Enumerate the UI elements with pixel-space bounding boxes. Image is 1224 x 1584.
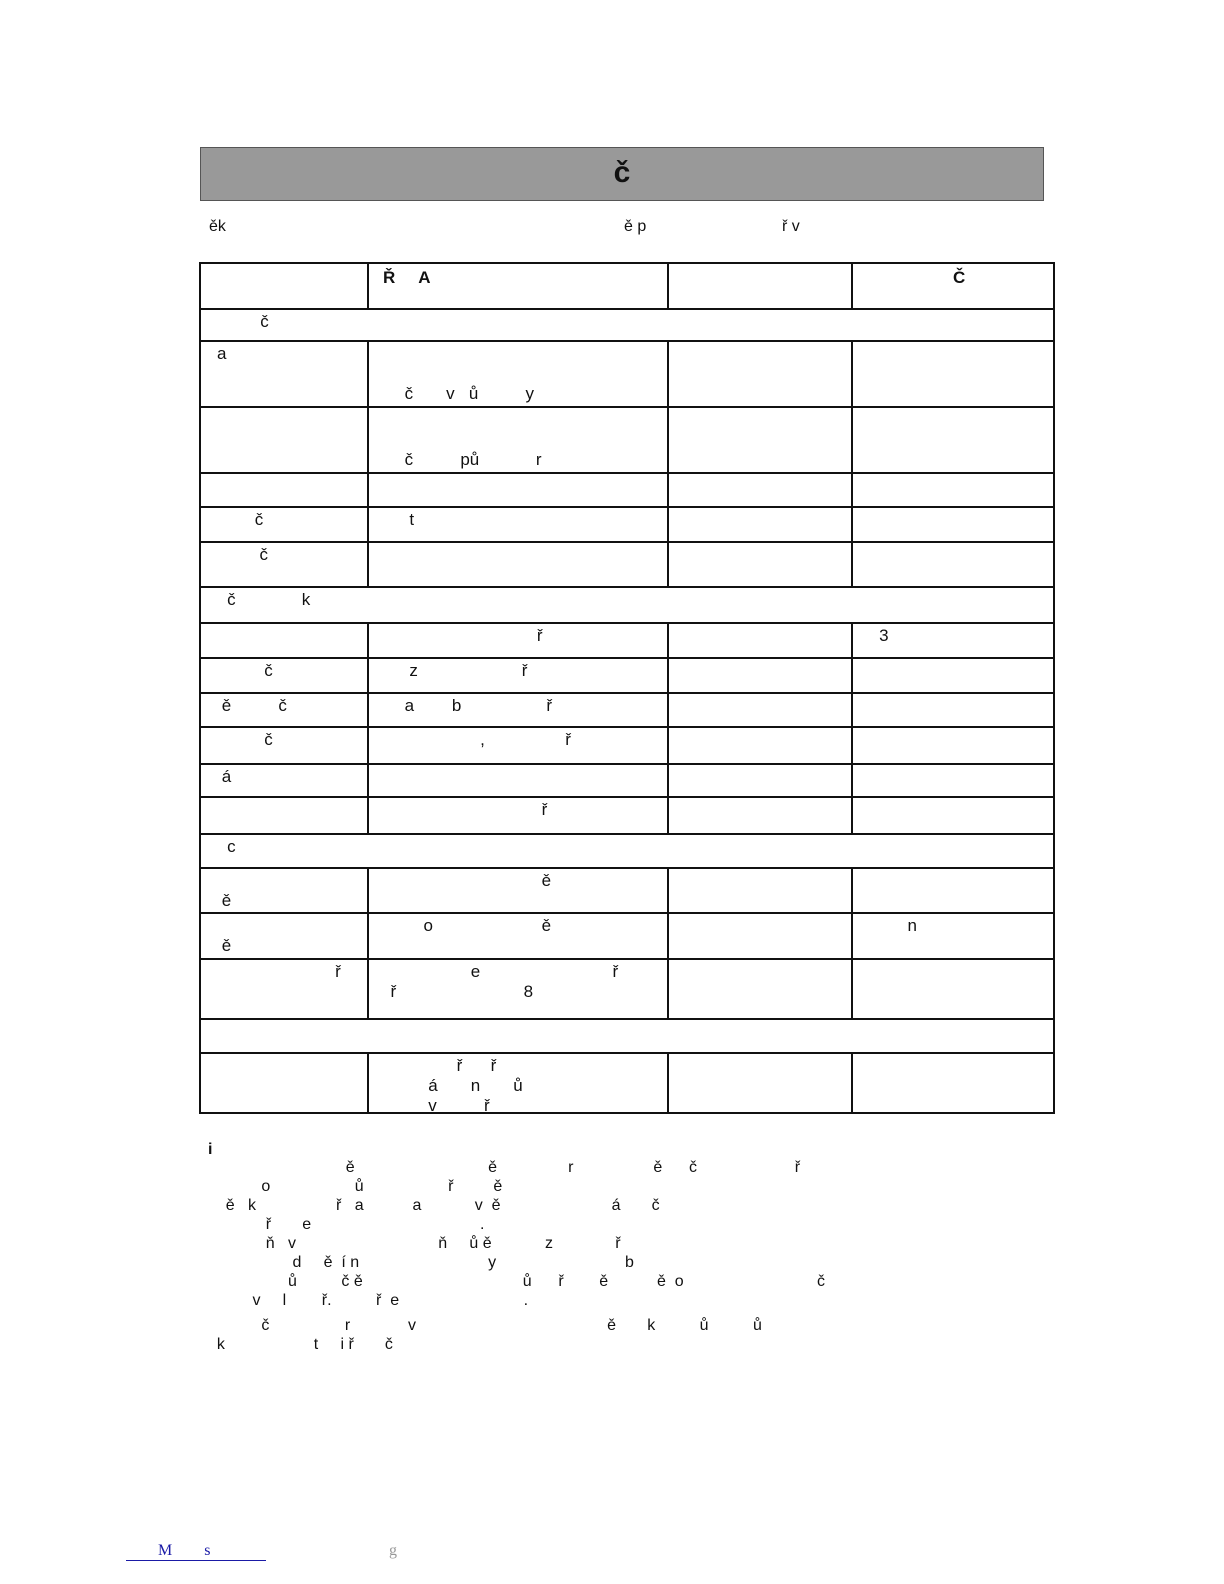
header-label-2: Ř A <box>383 268 431 287</box>
cell-text: ř <box>381 626 543 645</box>
table-row <box>200 727 1054 764</box>
table-cell-2 <box>368 727 668 764</box>
table-cell-2 <box>368 473 668 507</box>
cell-text: ě <box>381 871 552 890</box>
table-cell-1 <box>200 542 368 587</box>
section-label: č <box>213 312 269 331</box>
table-cell-3 <box>668 693 852 727</box>
notes-line: ě k ř a a v ě á č <box>208 1197 660 1214</box>
table-cell-4 <box>852 868 1054 913</box>
table-cell-3 <box>668 341 852 407</box>
table-cell-3 <box>668 797 852 834</box>
table-row <box>200 623 1054 658</box>
cell-text: ř <box>217 962 341 981</box>
cell-text: ř ř á n ů v ř <box>428 1056 523 1113</box>
cell-text: a <box>217 344 227 363</box>
notes-line: č r v ě k ů ů <box>208 1317 762 1334</box>
cell-text: n <box>865 916 917 935</box>
cell-text: č <box>217 545 269 564</box>
table-cell-3 <box>668 868 852 913</box>
table-row <box>200 1053 1054 1113</box>
notes-line: o ů ř ě <box>208 1178 503 1195</box>
table-row <box>200 658 1054 693</box>
cell-text: ě <box>221 891 232 910</box>
section-row <box>200 1019 1054 1053</box>
table-cell-3 <box>668 727 852 764</box>
cell-text: a b ř <box>381 696 552 715</box>
table-cell-2 <box>368 959 668 1019</box>
document-title-bar <box>200 147 1044 201</box>
notes-line: ř e . <box>208 1216 485 1233</box>
notes-line: d ě í n y b <box>208 1254 634 1271</box>
cell-text: č <box>217 661 273 680</box>
cell-text: ř <box>381 800 548 819</box>
table-cell-4 <box>852 764 1054 797</box>
header-cell-1 <box>200 263 368 309</box>
table-cell-1 <box>200 959 368 1019</box>
table-cell-4 <box>852 542 1054 587</box>
table-cell-1 <box>200 473 368 507</box>
table-cell-4 <box>852 797 1054 834</box>
table-cell-2 <box>368 507 668 542</box>
data-table <box>199 262 1055 1114</box>
header-label-4: Č <box>953 268 966 287</box>
table-cell-2 <box>368 1053 668 1113</box>
notes-heading: i <box>208 1141 213 1158</box>
table-cell-2 <box>368 542 668 587</box>
footer-text: g <box>389 1542 397 1559</box>
cell-text: č pů r <box>404 450 542 469</box>
table-row <box>200 868 1054 913</box>
cell-text: ě <box>221 936 232 955</box>
table-cell-1 <box>200 797 368 834</box>
table-cell-2 <box>368 623 668 658</box>
section-cell <box>200 587 1054 623</box>
meta-mid: ě p <box>624 218 647 235</box>
header-cell-3 <box>668 263 852 309</box>
cell-text: 3 <box>865 626 889 645</box>
table-cell-1 <box>200 507 368 542</box>
section-cell <box>200 834 1054 868</box>
meta-left: ěk <box>209 218 226 235</box>
section-row <box>200 309 1054 341</box>
table-cell-1 <box>200 727 368 764</box>
meta-right: ř v <box>782 218 800 235</box>
table-cell-3 <box>668 507 852 542</box>
table-cell-4 <box>852 693 1054 727</box>
section-cell <box>200 1019 1054 1053</box>
table-cell-3 <box>668 959 852 1019</box>
table-cell-3 <box>668 764 852 797</box>
table-row <box>200 797 1054 834</box>
notes-line: ň v ň ů ě z ř <box>208 1235 621 1252</box>
cell-text: o ě <box>381 916 552 935</box>
notes-line: v l ř. ř e . <box>208 1292 529 1309</box>
cell-text: ě č <box>217 696 287 715</box>
section-row <box>200 587 1054 623</box>
table-cell-4 <box>852 959 1054 1019</box>
cell-text: e ř ř 8 <box>390 962 619 1001</box>
table-cell-3 <box>668 407 852 473</box>
table-cell-2 <box>368 407 668 473</box>
section-label: c <box>213 837 236 856</box>
table-row <box>200 507 1054 542</box>
table-cell-4 <box>852 623 1054 658</box>
table-cell-2 <box>368 797 668 834</box>
table-header-row <box>200 263 1054 309</box>
table-row <box>200 542 1054 587</box>
header-cell-2 <box>368 263 668 309</box>
table-cell-1 <box>200 658 368 693</box>
footer-link[interactable]: M s <box>126 1542 266 1561</box>
notes-line: ě ě r ě č ř <box>208 1159 801 1176</box>
table-cell-3 <box>668 913 852 959</box>
cell-text: á <box>217 767 232 786</box>
table-cell-1 <box>200 1053 368 1113</box>
table-cell-1 <box>200 623 368 658</box>
notes-line: k t i ř č <box>208 1336 393 1353</box>
table-cell-1 <box>200 407 368 473</box>
table-cell-3 <box>668 542 852 587</box>
table-cell-2 <box>368 764 668 797</box>
table-cell-3 <box>668 658 852 693</box>
cell-text: z ř <box>381 661 528 680</box>
table-cell-2 <box>368 693 668 727</box>
cell-text: t <box>381 510 415 529</box>
table-cell-3 <box>668 623 852 658</box>
table-row <box>200 764 1054 797</box>
section-row <box>200 834 1054 868</box>
table-cell-1 <box>200 868 368 913</box>
table-cell-1 <box>200 693 368 727</box>
table-cell-3 <box>668 473 852 507</box>
table-cell-4 <box>852 473 1054 507</box>
table-cell-1 <box>200 913 368 959</box>
document-title: č <box>613 156 631 189</box>
table-cell-4 <box>852 658 1054 693</box>
cell-text: , ř <box>381 730 571 749</box>
table-cell-2 <box>368 868 668 913</box>
table-cell-4 <box>852 913 1054 959</box>
header-cell-4 <box>852 263 1054 309</box>
table-cell-4 <box>852 407 1054 473</box>
table-cell-1 <box>200 764 368 797</box>
table-row <box>200 341 1054 407</box>
table-row <box>200 473 1054 507</box>
table-cell-4 <box>852 507 1054 542</box>
table-cell-4 <box>852 1053 1054 1113</box>
table-row <box>200 959 1054 1019</box>
table-cell-4 <box>852 727 1054 764</box>
table-cell-2 <box>368 913 668 959</box>
table-cell-3 <box>668 1053 852 1113</box>
table-row <box>200 693 1054 727</box>
table-cell-2 <box>368 341 668 407</box>
notes-line: ů č ě ů ř ě ě o č <box>208 1273 826 1290</box>
cell-text: č <box>217 510 264 529</box>
section-cell <box>200 309 1054 341</box>
table-cell-4 <box>852 341 1054 407</box>
table-cell-1 <box>200 341 368 407</box>
table-row <box>200 913 1054 959</box>
cell-text: č v ů y <box>404 384 535 403</box>
table-row <box>200 407 1054 473</box>
section-label: č k <box>213 590 311 609</box>
cell-text: č <box>217 730 273 749</box>
table-cell-2 <box>368 658 668 693</box>
